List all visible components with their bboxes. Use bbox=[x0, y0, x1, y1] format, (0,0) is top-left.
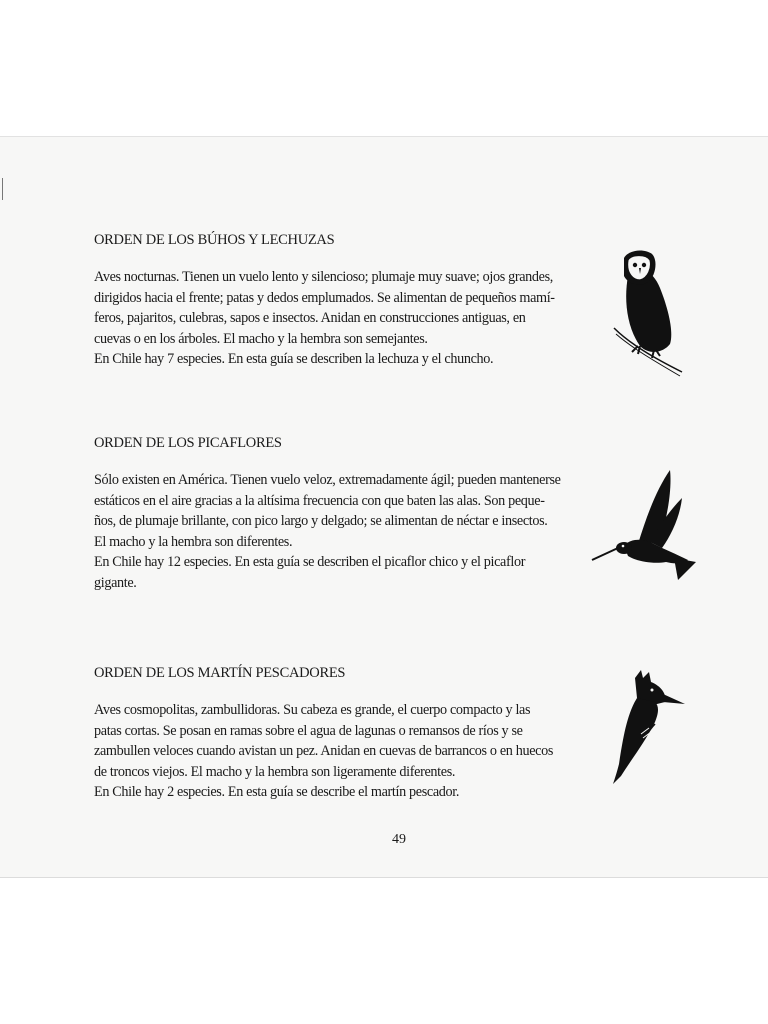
paragraph-line: zambullen veloces cuando avistan un pez. Anidan en cuevas de barrancos o en huecos bbox=[94, 743, 554, 759]
paragraph-line: ños, de plumaje brillante, con pico largo y delgado; se alimentan de néctar e insectos. bbox=[94, 513, 548, 529]
paragraph-line: Aves cosmopolitas, zambullidoras. Su cabeza es grande, el cuerpo compacto y las bbox=[94, 702, 531, 718]
kingfisher-icon bbox=[605, 668, 687, 786]
scan-edge-mark bbox=[2, 178, 3, 200]
section-heading: ORDEN DE LOS BÚHOS Y LECHUZAS bbox=[94, 232, 335, 248]
section-paragraph bbox=[94, 470, 574, 593]
paragraph-line: En Chile hay 7 especies. En esta guía se describen la lechuza y el chuncho. bbox=[94, 351, 494, 367]
section-heading: ORDEN DE LOS MARTÍN PESCADORES bbox=[94, 665, 346, 681]
paragraph-line: de troncos viejos. El macho y la hembra son ligeramente diferentes. bbox=[94, 763, 456, 780]
section-paragraph bbox=[94, 700, 574, 803]
paragraph-line: Aves nocturnas. Tienen un vuelo lento y silencioso; plumaje muy suave; ojos grandes, bbox=[94, 269, 553, 285]
paragraph-line: gigante. bbox=[94, 574, 137, 591]
section-kingfishers bbox=[94, 665, 574, 803]
paragraph-line: Sólo existen en América. Tienen vuelo veloz, extremadamente ágil; pueden mantenerse bbox=[94, 472, 561, 488]
section-paragraph bbox=[94, 267, 574, 370]
paragraph-line: patas cortas. Se posan en ramas sobre el agua de lagunas o remansos de ríos y se bbox=[94, 722, 523, 739]
page-number: 49 bbox=[392, 832, 406, 847]
paragraph-line: El macho y la hembra son diferentes. bbox=[94, 533, 293, 550]
paragraph-line: dirigidos hacia el frente; patas y dedos emplumados. Se alimentan de pequeños mamí- bbox=[94, 289, 555, 306]
paragraph-line: cuevas o en los árboles. El macho y la hembra son semejantes. bbox=[94, 330, 428, 347]
section-hummingbirds bbox=[94, 435, 574, 593]
paragraph-line: En Chile hay 2 especies. En esta guía se describe el martín pescador. bbox=[94, 784, 460, 800]
paragraph-line: estáticos en el aire gracias a la altísima frecuencia con que baten las alas. Son peque- bbox=[94, 492, 545, 509]
paragraph-line: En Chile hay 12 especies. En esta guía se describen el picaflor chico y el picaflor bbox=[94, 554, 526, 570]
owl-icon bbox=[610, 248, 686, 378]
hummingbird-icon bbox=[590, 468, 700, 586]
paragraph-line: feros, pajaritos, culebras, sapos e insectos. Anidan en construcciones antiguas, en bbox=[94, 310, 526, 326]
section-owls bbox=[94, 232, 574, 370]
section-heading: ORDEN DE LOS PICAFLORES bbox=[94, 435, 282, 451]
